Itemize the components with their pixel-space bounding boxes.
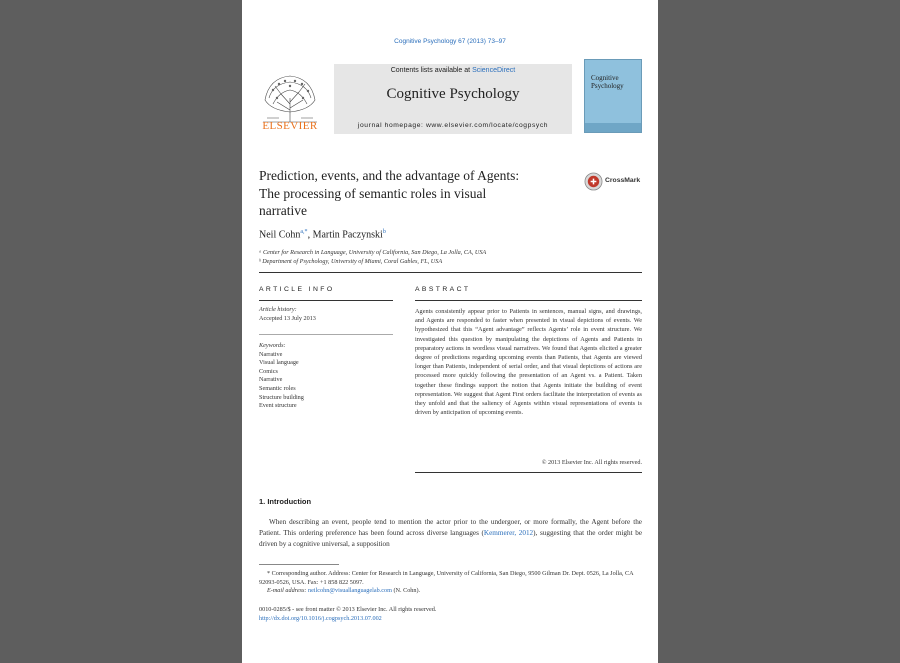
divider (259, 272, 642, 273)
abstract-heading: ABSTRACT (415, 286, 471, 293)
article-history (259, 306, 399, 323)
footnote-text: * Corresponding author. Address: Center for Research in Language, University of California, San Diego, 9500 Gilman Dr. Dept. 0526, La Jolla, CA 92093-0526, USA. Fax: +1 858 822 5097. (259, 570, 634, 586)
sciencedirect-link[interactable]: ScienceDirect (472, 67, 516, 74)
keywords-label: Keywords: (259, 342, 286, 349)
divider (415, 472, 642, 473)
doi-link[interactable]: http://dx.doi.org/10.1016/j.cogpsych.2013.07.002 (259, 614, 382, 622)
crossmark-icon (584, 172, 603, 191)
email-label: E-mail address: (267, 587, 309, 595)
paper-page (242, 0, 658, 663)
keyword-item: Visual language (259, 359, 299, 367)
intro-text: When describing an event, people tend to mention the actor prior to the undergoer, or more formally, the Agent before the Patient. This ordering preference has been found across diverse languages ( (259, 518, 642, 537)
history-label: Article history: (259, 306, 297, 313)
divider (259, 300, 393, 301)
history-value: Accepted 13 July 2013 (259, 314, 316, 322)
crossmark-label: CrossMark (605, 177, 641, 184)
issn-block (259, 606, 642, 623)
keyword-item: Narrative (259, 350, 283, 358)
cover-title: Cognitive Psychology (591, 74, 624, 90)
issn-line: 0010-0285/$ - see front matter © 2013 Elsevier Inc. All rights reserved. (259, 606, 437, 613)
email-link[interactable]: neilcohn@visuallanguagelab.com (308, 587, 392, 595)
footnote-rule (259, 564, 339, 565)
journal-header (334, 64, 572, 134)
title-line: Prediction, events, and the advantage of Agents: (259, 168, 520, 183)
title-line: The processing of semantic roles in visual (259, 185, 487, 201)
elsevier-wordmark: ELSEVIER (262, 120, 318, 132)
author-name[interactable]: Martin Paczynski (312, 229, 383, 241)
affiliation: ᵇ Department of Psychology, University of Miami, Coral Gables, FL, USA (259, 257, 443, 265)
affiliation: ᵃ Center for Research in Language, University of California, San Diego, La Jolla, CA, USA (259, 249, 487, 256)
contents-prefix: Contents lists available at (390, 67, 473, 74)
author-affiliation-marker: b (382, 229, 386, 235)
citation-link[interactable]: Kemmerer, 2012 (483, 529, 534, 537)
article-title (259, 167, 579, 220)
author-list (259, 229, 386, 240)
keywords (259, 342, 399, 411)
divider (415, 300, 642, 301)
divider (259, 334, 393, 335)
affiliations (259, 249, 559, 266)
journal-citation[interactable]: Cognitive Psychology 67 (2013) 73–97 (394, 38, 506, 45)
footnote (259, 570, 642, 596)
journal-homepage[interactable]: journal homepage: www.elsevier.com/locate/cogpsych (357, 122, 549, 129)
intro-text: ), suggesting that the order might be driven by a cognitive universal, a supposition (259, 529, 643, 548)
keyword-item: Structure building (259, 393, 304, 401)
keyword-item: Narrative (259, 376, 283, 384)
crossmark-badge[interactable] (584, 172, 644, 192)
intro-paragraph (259, 517, 642, 550)
cover-band (585, 123, 641, 132)
author-affiliation-marker: a,* (300, 229, 308, 235)
article-info-heading: ARTICLE INFO (259, 286, 335, 293)
contents-line (334, 67, 572, 74)
author-name[interactable]: Neil Cohn (259, 229, 301, 241)
section-heading: 1. Introduction (259, 497, 312, 506)
email-suffix: (N. Cohn). (391, 587, 421, 595)
title-line: narrative (259, 203, 307, 218)
author-separator: , (307, 229, 313, 241)
abstract-copyright: © 2013 Elsevier Inc. All rights reserved. (541, 459, 642, 466)
journal-cover (584, 59, 642, 133)
keyword-item: Event structure (259, 402, 297, 410)
keyword-item: Semantic roles (259, 384, 296, 392)
keyword-item: Comics (259, 367, 278, 375)
abstract-body: Agents consistently appear prior to Patients in sentences, manual signs, and drawings, and Agents are responded to faster when presented in visual depictions of events. We hypothesized that this “Agent advantage” reflects Agents’ role in event structure. We investigated this question by manipulating the depictions of Agents and Patients in preparatory actions in wordless visual narratives. We found that Agents elicited a greater degree of predictions regarding upcoming events than Patients, that Agents are viewed longer than Patients, independent of serial order, and that visual depictions of actions are processed more quickly following the presentation of an Agent vs. a Patient. Taken together these findings support the notion that Agents initiate the building of event representation. We suggest that Agent First orders facilitate the interpretation of events as they unfold and that the saliency of Agents within visual representations of events is driven by anticipation of upcoming events. (415, 308, 642, 417)
journal-title: Cognitive Psychology (386, 86, 520, 102)
